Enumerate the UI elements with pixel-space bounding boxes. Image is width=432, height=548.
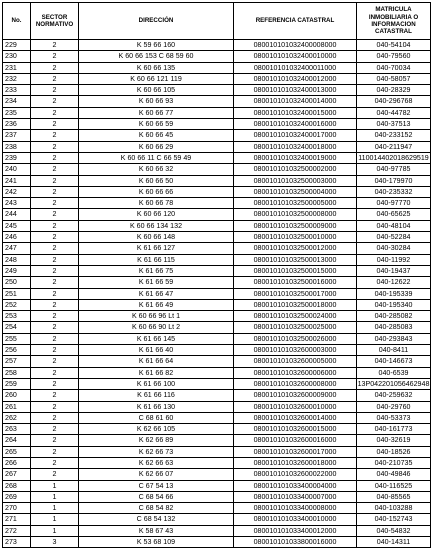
table-row bbox=[3, 198, 431, 209]
cell-referencia: 080010101032500016000 bbox=[234, 277, 357, 288]
table-row bbox=[3, 537, 431, 548]
table-row bbox=[3, 435, 431, 446]
cell-direccion: C 67 54 13 bbox=[79, 480, 234, 491]
table-row bbox=[3, 243, 431, 254]
table-row bbox=[3, 220, 431, 231]
cell-direccion: C 68 54 132 bbox=[79, 514, 234, 525]
cell-referencia: 080010101032600022000 bbox=[234, 469, 357, 480]
cell-matricula: 040-233152 bbox=[357, 130, 431, 141]
table-row bbox=[3, 141, 431, 152]
cell-no: 255 bbox=[3, 333, 31, 344]
cell-sector: 2 bbox=[31, 367, 79, 378]
cell-referencia: 080010101032600006000 bbox=[234, 367, 357, 378]
cell-sector: 3 bbox=[31, 537, 79, 548]
cell-sector: 2 bbox=[31, 288, 79, 299]
cell-direccion: K 60 66 90 Lt 2 bbox=[79, 322, 234, 333]
cell-sector: 1 bbox=[31, 491, 79, 502]
cell-matricula: 040-52284 bbox=[357, 232, 431, 243]
cell-no: 263 bbox=[3, 424, 31, 435]
table-row bbox=[3, 367, 431, 378]
cell-no: 236 bbox=[3, 119, 31, 130]
table-row bbox=[3, 277, 431, 288]
cell-referencia: 080010101032500009000 bbox=[234, 220, 357, 231]
cell-matricula: 040-70034 bbox=[357, 62, 431, 73]
cell-matricula: 040-19437 bbox=[357, 265, 431, 276]
table-row bbox=[3, 209, 431, 220]
cell-referencia: 080010101032500013000 bbox=[234, 254, 357, 265]
table-row bbox=[3, 85, 431, 96]
cell-sector: 2 bbox=[31, 345, 79, 356]
cell-matricula: 040-97785 bbox=[357, 164, 431, 175]
cell-no: 250 bbox=[3, 277, 31, 288]
cell-matricula: 13P042201056462948 bbox=[357, 379, 430, 388]
cell-sector: 2 bbox=[31, 446, 79, 457]
table-row bbox=[3, 446, 431, 457]
cell-referencia: 080010101032400014000 bbox=[234, 96, 357, 107]
cell-referencia: 080010101032600009000 bbox=[234, 390, 357, 401]
cell-direccion: K 60 66 134 132 bbox=[79, 220, 234, 231]
table-row bbox=[3, 254, 431, 265]
cell-matricula: 040-29760 bbox=[357, 401, 431, 412]
cell-direccion: C 68 61 60 bbox=[79, 412, 234, 423]
cell-matricula: 040-18526 bbox=[357, 446, 431, 457]
cell-referencia: 080010101032500015000 bbox=[234, 265, 357, 276]
cell-sector: 2 bbox=[31, 130, 79, 141]
cell-no: 232 bbox=[3, 73, 31, 84]
cell-referencia: 080010101032400019000 bbox=[234, 152, 357, 163]
cell-sector: 2 bbox=[31, 152, 79, 163]
table-row bbox=[3, 378, 431, 389]
cell-matricula: 040-195340 bbox=[357, 299, 431, 310]
cell-direccion: K 60 66 148 bbox=[79, 232, 234, 243]
cell-matricula: 040-161773 bbox=[357, 424, 431, 435]
cell-direccion: K 61 66 130 bbox=[79, 401, 234, 412]
table-row bbox=[3, 152, 431, 163]
cell-matricula: 040-58057 bbox=[357, 73, 431, 84]
cell-referencia: 080010101032600010000 bbox=[234, 401, 357, 412]
cell-no: 249 bbox=[3, 265, 31, 276]
cell-matricula: 040-37513 bbox=[357, 119, 431, 130]
cell-no: 259 bbox=[3, 378, 31, 389]
cell-no: 262 bbox=[3, 412, 31, 423]
cell-sector: 2 bbox=[31, 333, 79, 344]
table-row bbox=[3, 390, 431, 401]
cell-referencia: 080010101032400016000 bbox=[234, 119, 357, 130]
cell-matricula: 040-14311 bbox=[357, 537, 431, 548]
cell-sector: 2 bbox=[31, 85, 79, 96]
cell-direccion: C 68 54 66 bbox=[79, 491, 234, 502]
cell-referencia: 080010101032500005000 bbox=[234, 198, 357, 209]
cell-matricula: 040-32619 bbox=[357, 435, 431, 446]
header-row bbox=[3, 3, 431, 40]
cell-referencia: 080010101032600014000 bbox=[234, 412, 357, 423]
cell-sector: 2 bbox=[31, 277, 79, 288]
cell-direccion: K 60 66 153 C 68 59 60 bbox=[79, 51, 234, 62]
cell-direccion: K 61 66 115 bbox=[79, 254, 234, 265]
table-row bbox=[3, 40, 431, 51]
cell-direccion: K 61 66 40 bbox=[79, 345, 234, 356]
table-row bbox=[3, 265, 431, 276]
cell-direccion: K 62 66 73 bbox=[79, 446, 234, 457]
cell-direccion: K 62 66 07 bbox=[79, 469, 234, 480]
cell-referencia: 080010101032500010000 bbox=[234, 232, 357, 243]
cell-matricula: 040-53373 bbox=[357, 412, 431, 423]
table-row bbox=[3, 401, 431, 412]
table-row bbox=[3, 345, 431, 356]
cell-matricula: 040-44782 bbox=[357, 107, 431, 118]
cell-no: 260 bbox=[3, 390, 31, 401]
table-row bbox=[3, 51, 431, 62]
cell-matricula: 040-210735 bbox=[357, 457, 431, 468]
cell-referencia: 080010101033400010000 bbox=[234, 514, 357, 525]
cell-sector: 2 bbox=[31, 424, 79, 435]
cell-referencia: 080010101032500012000 bbox=[234, 243, 357, 254]
table-row bbox=[3, 457, 431, 468]
cell-no: 256 bbox=[3, 345, 31, 356]
header-matricula: MATRICULA INMOBILIARIA O INFORMACION CATASTRAL bbox=[357, 3, 431, 40]
cell-no: 272 bbox=[3, 525, 31, 536]
cell-matricula: 040-116525 bbox=[357, 480, 431, 491]
cell-no: 252 bbox=[3, 299, 31, 310]
cell-sector: 1 bbox=[31, 514, 79, 525]
table-row bbox=[3, 525, 431, 536]
property-table bbox=[2, 2, 431, 548]
cell-referencia: 080010101033800016000 bbox=[234, 537, 357, 548]
cell-referencia: 080010101032500025000 bbox=[234, 322, 357, 333]
cell-no: 266 bbox=[3, 457, 31, 468]
cell-matricula: 040-28329 bbox=[357, 85, 431, 96]
cell-matricula: 040-12622 bbox=[357, 277, 431, 288]
cell-matricula: 110014402018629519 bbox=[358, 153, 429, 162]
cell-referencia: 080010101032600003000 bbox=[234, 345, 357, 356]
cell-no: 271 bbox=[3, 514, 31, 525]
header-sector-normativo: SECTOR NORMATIVO bbox=[31, 3, 79, 40]
cell-matricula: 040-11992 bbox=[357, 254, 431, 265]
cell-referencia: 080010101032600005000 bbox=[234, 356, 357, 367]
cell-sector: 2 bbox=[31, 254, 79, 265]
cell-direccion: K 58 67 43 bbox=[79, 525, 234, 536]
cell-direccion: K 60 66 96 Lt 1 bbox=[79, 311, 234, 322]
cell-sector: 2 bbox=[31, 469, 79, 480]
cell-direccion: K 62 66 89 bbox=[79, 435, 234, 446]
cell-referencia: 080010101032400013000 bbox=[234, 85, 357, 96]
cell-sector: 2 bbox=[31, 186, 79, 197]
cell-direccion: K 60 66 11 C 66 59 49 bbox=[79, 152, 234, 163]
cell-matricula: 040-103288 bbox=[357, 503, 431, 514]
table-row bbox=[3, 356, 431, 367]
cell-no: 253 bbox=[3, 311, 31, 322]
table-row bbox=[3, 469, 431, 480]
cell-no: 243 bbox=[3, 198, 31, 209]
cell-sector: 2 bbox=[31, 164, 79, 175]
cell-referencia: 080010101032600017000 bbox=[234, 446, 357, 457]
table-row bbox=[3, 299, 431, 310]
cell-direccion: K 59 66 160 bbox=[79, 40, 234, 51]
cell-no: 238 bbox=[3, 141, 31, 152]
cell-matricula: 040-6539 bbox=[357, 367, 431, 378]
cell-no: 270 bbox=[3, 503, 31, 514]
cell-referencia: 080010101033400012000 bbox=[234, 525, 357, 536]
cell-no: 251 bbox=[3, 288, 31, 299]
cell-matricula: 040-54832 bbox=[357, 525, 431, 536]
cell-no: 242 bbox=[3, 186, 31, 197]
table-row bbox=[3, 175, 431, 186]
cell-no: 261 bbox=[3, 401, 31, 412]
cell-no: 231 bbox=[3, 62, 31, 73]
cell-direccion: K 60 66 66 bbox=[79, 186, 234, 197]
cell-direccion: K 61 66 64 bbox=[79, 356, 234, 367]
cell-no: 240 bbox=[3, 164, 31, 175]
cell-referencia: 080010101032400008000 bbox=[234, 40, 357, 51]
table-row bbox=[3, 107, 431, 118]
table-row bbox=[3, 232, 431, 243]
cell-direccion: K 61 66 116 bbox=[79, 390, 234, 401]
table-row bbox=[3, 119, 431, 130]
cell-matricula: 040-179970 bbox=[357, 175, 431, 186]
cell-matricula: 040-211947 bbox=[357, 141, 431, 152]
cell-referencia: 080010101032500018000 bbox=[234, 299, 357, 310]
cell-direccion: K 60 66 78 bbox=[79, 198, 234, 209]
cell-matricula: 040-85565 bbox=[357, 491, 431, 502]
cell-matricula: 040-79560 bbox=[357, 51, 431, 62]
cell-sector: 1 bbox=[31, 503, 79, 514]
table-row bbox=[3, 503, 431, 514]
table-body bbox=[3, 40, 431, 548]
property-register-sheet bbox=[2, 2, 430, 548]
cell-direccion: K 62 66 63 bbox=[79, 457, 234, 468]
cell-sector: 2 bbox=[31, 265, 79, 276]
cell-sector: 2 bbox=[31, 232, 79, 243]
cell-direccion: K 60 66 77 bbox=[79, 107, 234, 118]
table-row bbox=[3, 424, 431, 435]
cell-referencia: 080010101032500004000 bbox=[234, 186, 357, 197]
cell-no: 239 bbox=[3, 152, 31, 163]
cell-sector: 2 bbox=[31, 51, 79, 62]
cell-no: 244 bbox=[3, 209, 31, 220]
header-referencia-catastral: REFERENCIA CATASTRAL bbox=[234, 3, 357, 40]
cell-matricula: 040-296768 bbox=[357, 96, 431, 107]
cell-direccion: K 61 66 75 bbox=[79, 265, 234, 276]
table-row bbox=[3, 164, 431, 175]
cell-no: 247 bbox=[3, 243, 31, 254]
cell-sector: 2 bbox=[31, 243, 79, 254]
cell-no: 235 bbox=[3, 107, 31, 118]
cell-direccion: K 53 68 109 bbox=[79, 537, 234, 548]
cell-direccion: K 61 66 145 bbox=[79, 333, 234, 344]
cell-sector: 2 bbox=[31, 62, 79, 73]
table-row bbox=[3, 96, 431, 107]
cell-referencia: 080010101032500002000 bbox=[234, 164, 357, 175]
cell-no: 237 bbox=[3, 130, 31, 141]
cell-referencia: 080010101032500026000 bbox=[234, 333, 357, 344]
cell-no: 257 bbox=[3, 356, 31, 367]
cell-no: 258 bbox=[3, 367, 31, 378]
cell-sector: 2 bbox=[31, 220, 79, 231]
cell-sector: 2 bbox=[31, 73, 79, 84]
cell-sector: 2 bbox=[31, 412, 79, 423]
table-row bbox=[3, 186, 431, 197]
cell-referencia: 080010101033400007000 bbox=[234, 491, 357, 502]
cell-sector: 1 bbox=[31, 525, 79, 536]
cell-direccion: K 60 66 93 bbox=[79, 96, 234, 107]
cell-sector: 2 bbox=[31, 457, 79, 468]
cell-matricula: 040-8411 bbox=[357, 345, 431, 356]
cell-sector: 2 bbox=[31, 311, 79, 322]
cell-referencia: 080010101032500008000 bbox=[234, 209, 357, 220]
cell-direccion: K 61 66 59 bbox=[79, 277, 234, 288]
cell-referencia: 080010101032500017000 bbox=[234, 288, 357, 299]
cell-sector: 2 bbox=[31, 96, 79, 107]
table-row bbox=[3, 322, 431, 333]
cell-matricula: 040-293843 bbox=[357, 333, 431, 344]
table-row bbox=[3, 333, 431, 344]
cell-referencia: 080010101032400011000 bbox=[234, 62, 357, 73]
cell-referencia: 080010101033400004000 bbox=[234, 480, 357, 491]
cell-direccion: K 61 66 127 bbox=[79, 243, 234, 254]
cell-referencia: 080010101032600008000 bbox=[234, 378, 357, 389]
table-row bbox=[3, 412, 431, 423]
cell-direccion: K 62 66 105 bbox=[79, 424, 234, 435]
cell-sector: 2 bbox=[31, 175, 79, 186]
cell-referencia: 080010101032400015000 bbox=[234, 107, 357, 118]
cell-no: 269 bbox=[3, 491, 31, 502]
cell-no: 229 bbox=[3, 40, 31, 51]
cell-referencia: 080010101032400010000 bbox=[234, 51, 357, 62]
cell-no: 273 bbox=[3, 537, 31, 548]
cell-direccion: K 60 66 59 bbox=[79, 119, 234, 130]
cell-sector: 2 bbox=[31, 378, 79, 389]
cell-sector: 2 bbox=[31, 107, 79, 118]
cell-no: 241 bbox=[3, 175, 31, 186]
cell-direccion: K 61 66 47 bbox=[79, 288, 234, 299]
cell-direccion: K 61 66 49 bbox=[79, 299, 234, 310]
cell-matricula: 040-285083 bbox=[357, 322, 431, 333]
table-row bbox=[3, 480, 431, 491]
cell-matricula: 040-97770 bbox=[357, 198, 431, 209]
cell-matricula: 040-54104 bbox=[357, 40, 431, 51]
cell-sector: 2 bbox=[31, 141, 79, 152]
header-no: No. bbox=[3, 3, 31, 40]
cell-direccion: K 60 66 45 bbox=[79, 130, 234, 141]
cell-no: 246 bbox=[3, 232, 31, 243]
cell-direccion: K 60 66 135 bbox=[79, 62, 234, 73]
cell-no: 265 bbox=[3, 446, 31, 457]
cell-sector: 2 bbox=[31, 435, 79, 446]
cell-no: 268 bbox=[3, 480, 31, 491]
table-row bbox=[3, 62, 431, 73]
cell-matricula: 040-48104 bbox=[357, 220, 431, 231]
cell-referencia: 080010101032600015000 bbox=[234, 424, 357, 435]
cell-referencia: 080010101032500024000 bbox=[234, 311, 357, 322]
cell-no: 254 bbox=[3, 322, 31, 333]
cell-referencia: 080010101033400008000 bbox=[234, 503, 357, 514]
table-row bbox=[3, 491, 431, 502]
cell-referencia: 080010101032600016000 bbox=[234, 435, 357, 446]
cell-direccion: C 68 54 82 bbox=[79, 503, 234, 514]
header-direccion: DIRECCIÓN bbox=[79, 3, 234, 40]
cell-direccion: K 60 66 105 bbox=[79, 85, 234, 96]
cell-no: 267 bbox=[3, 469, 31, 480]
cell-referencia: 080010101032400017000 bbox=[234, 130, 357, 141]
cell-no: 264 bbox=[3, 435, 31, 446]
table-header bbox=[3, 3, 431, 40]
cell-sector: 2 bbox=[31, 198, 79, 209]
cell-direccion: K 60 66 121 119 bbox=[79, 73, 234, 84]
table-row bbox=[3, 73, 431, 84]
cell-sector: 2 bbox=[31, 299, 79, 310]
table-row bbox=[3, 311, 431, 322]
cell-direccion: K 60 66 50 bbox=[79, 175, 234, 186]
cell-direccion: K 60 66 32 bbox=[79, 164, 234, 175]
cell-no: 230 bbox=[3, 51, 31, 62]
table-row bbox=[3, 130, 431, 141]
cell-matricula: 040-195339 bbox=[357, 288, 431, 299]
cell-matricula: 040-65625 bbox=[357, 209, 431, 220]
cell-matricula: 040-152743 bbox=[357, 514, 431, 525]
cell-sector: 1 bbox=[31, 480, 79, 491]
cell-no: 234 bbox=[3, 96, 31, 107]
cell-referencia: 080010101032400012000 bbox=[234, 73, 357, 84]
cell-matricula: 040-285082 bbox=[357, 311, 431, 322]
cell-no: 233 bbox=[3, 85, 31, 96]
cell-sector: 2 bbox=[31, 40, 79, 51]
cell-referencia: 080010101032600018000 bbox=[234, 457, 357, 468]
cell-sector: 2 bbox=[31, 356, 79, 367]
cell-direccion: K 60 66 29 bbox=[79, 141, 234, 152]
table-row bbox=[3, 514, 431, 525]
cell-direccion: K 61 66 82 bbox=[79, 367, 234, 378]
cell-sector: 2 bbox=[31, 390, 79, 401]
cell-sector: 2 bbox=[31, 401, 79, 412]
table-row bbox=[3, 288, 431, 299]
cell-referencia: 080010101032500003000 bbox=[234, 175, 357, 186]
cell-no: 248 bbox=[3, 254, 31, 265]
cell-matricula: 040-30284 bbox=[357, 243, 431, 254]
cell-matricula: 040-259632 bbox=[357, 390, 431, 401]
cell-sector: 2 bbox=[31, 209, 79, 220]
cell-direccion: K 61 66 100 bbox=[79, 378, 234, 389]
cell-matricula: 040-146673 bbox=[357, 356, 431, 367]
cell-referencia: 080010101032400018000 bbox=[234, 141, 357, 152]
cell-matricula: 040-235332 bbox=[357, 186, 431, 197]
cell-no: 245 bbox=[3, 220, 31, 231]
cell-matricula: 040-49846 bbox=[357, 469, 431, 480]
cell-direccion: K 60 66 120 bbox=[79, 209, 234, 220]
cell-sector: 2 bbox=[31, 119, 79, 130]
cell-sector: 2 bbox=[31, 322, 79, 333]
